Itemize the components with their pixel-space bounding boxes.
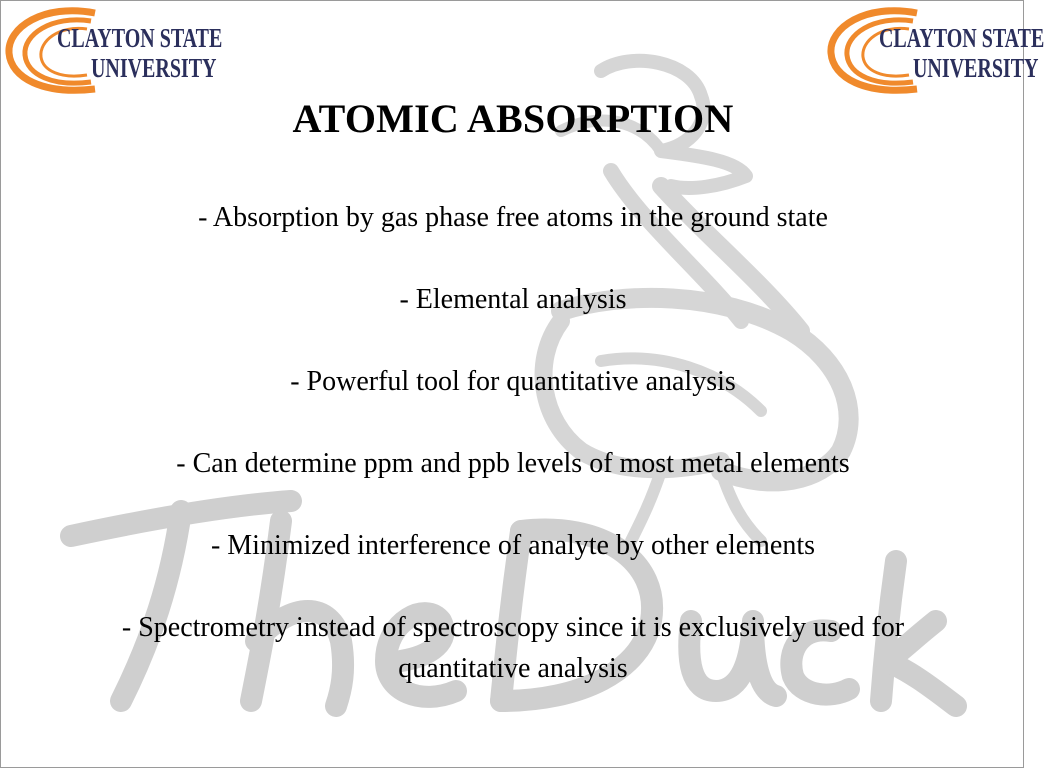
bullet-item: - Elemental analysis [399, 284, 627, 315]
slide-title: ATOMIC ABSORPTION [292, 96, 734, 141]
clayton-state-logo-right [825, 3, 1044, 95]
bullet-item: - Can determine ppm and ppb levels of most metal elements [176, 448, 850, 479]
logo-line1: CLAYTON STATE [879, 23, 1044, 53]
logo-line2: UNIVERSITY [913, 53, 1039, 83]
bullet-item: - Minimized interference of analyte by other elements [210, 530, 816, 561]
bullet-item: - Powerful tool for quantitative analysis [290, 366, 736, 397]
clayton-state-logo-left [3, 3, 223, 95]
bullet-item: - Spectrometry instead of spectroscopy since it is exclusively used for quantitative analysis [121, 612, 905, 684]
bullet-item: - Absorption by gas phase free atoms in the ground state [198, 202, 828, 233]
bullet-list [81, 197, 945, 730]
logo-line1: CLAYTON STATE [57, 23, 223, 53]
logo-line2: UNIVERSITY [91, 53, 217, 83]
